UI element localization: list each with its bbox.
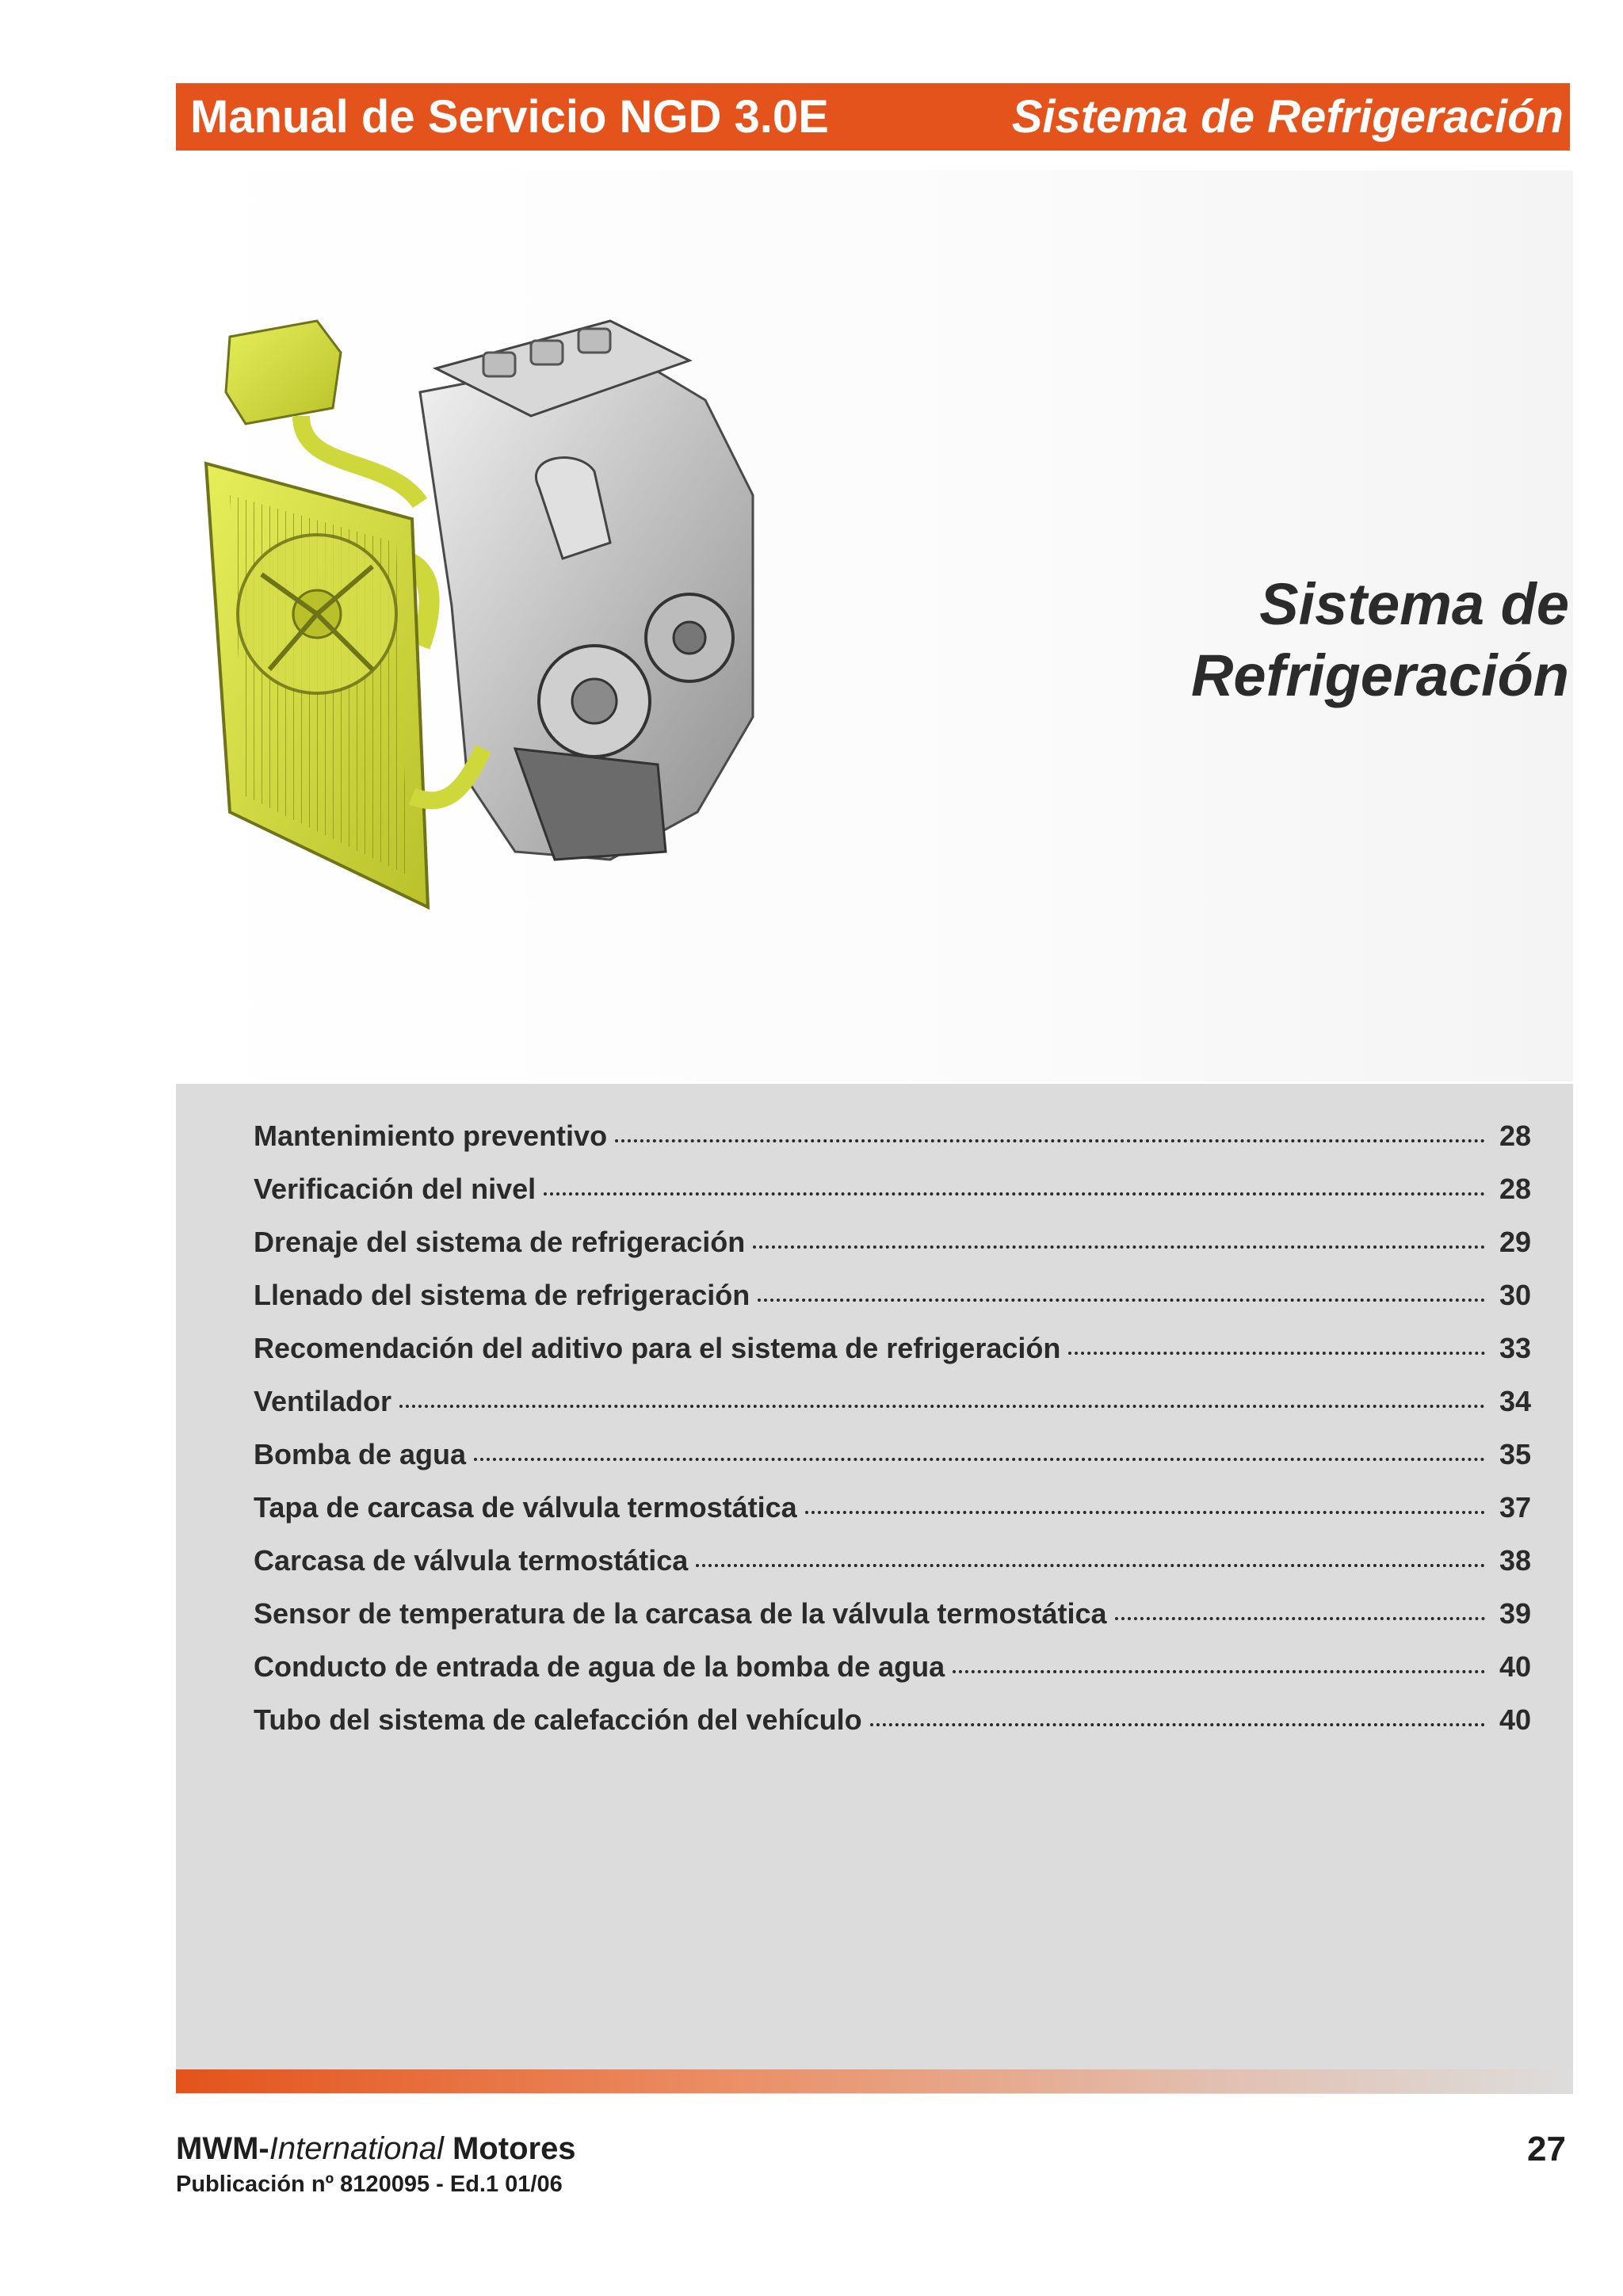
- toc-entry-label: Tubo del sistema de calefacción del vehículo: [254, 1703, 862, 1736]
- toc-entry-page: 40: [1499, 1650, 1531, 1683]
- brand-suffix: Motores: [443, 2131, 576, 2166]
- toc-entry-label: Conducto de entrada de agua de la bomba de agua: [254, 1650, 945, 1683]
- toc-entry-page: 35: [1499, 1438, 1531, 1470]
- toc-leader-dots: [753, 1245, 1485, 1249]
- toc-entry-page: 39: [1499, 1597, 1531, 1630]
- toc-entry-label: Bomba de agua: [254, 1438, 467, 1470]
- toc-entry-label: Drenaje del sistema de refrigeración: [254, 1226, 746, 1258]
- toc-leader-dots: [474, 1458, 1485, 1461]
- toc-list: [254, 1119, 1531, 1756]
- toc-entry[interactable]: [254, 1332, 1531, 1385]
- toc-entry-page: 34: [1499, 1385, 1531, 1417]
- toc-entry[interactable]: [254, 1385, 1531, 1438]
- toc-entry-label: Llenado del sistema de refrigeración: [254, 1279, 750, 1311]
- toc-leader-dots: [696, 1564, 1485, 1567]
- manual-title: Manual de Servicio NGD 3.0E: [190, 91, 829, 143]
- footer-gradient-bar: [176, 2069, 1573, 2093]
- toc-entry[interactable]: [254, 1544, 1531, 1597]
- toc-leader-dots: [870, 1723, 1485, 1726]
- page-number: 27: [1527, 2130, 1566, 2168]
- brand-italic: International: [269, 2131, 444, 2166]
- toc-entry-label: Mantenimiento preventivo: [254, 1119, 608, 1152]
- toc-entry-page: 38: [1499, 1544, 1531, 1577]
- toc-entry-label: Tapa de carcasa de válvula termostática: [254, 1491, 797, 1524]
- toc-entry[interactable]: [254, 1173, 1531, 1226]
- toc-entry[interactable]: [254, 1650, 1531, 1703]
- toc-entry-page: 40: [1499, 1703, 1531, 1736]
- toc-leader-dots: [1115, 1617, 1485, 1620]
- toc-leader-dots: [805, 1511, 1485, 1514]
- toc-leader-dots: [615, 1139, 1485, 1142]
- toc-leader-dots: [399, 1405, 1485, 1408]
- toc-entry[interactable]: [254, 1597, 1531, 1650]
- chapter-title-line1: Sistema de: [1259, 571, 1569, 637]
- toc-entry-label: Carcasa de válvula termostática: [254, 1544, 689, 1577]
- engine-illustration: [182, 305, 840, 963]
- toc-entry-page: 30: [1499, 1279, 1531, 1311]
- toc-entry-label: Verificación del nivel: [254, 1173, 537, 1205]
- chapter-title-line2: Refrigeración: [1190, 643, 1569, 708]
- toc-entry-page: 37: [1499, 1491, 1531, 1524]
- toc-entry[interactable]: [254, 1703, 1531, 1756]
- chapter-title: [1014, 569, 1569, 711]
- toc-leader-dots: [953, 1670, 1485, 1673]
- toc-entry[interactable]: [254, 1491, 1531, 1544]
- toc-entry[interactable]: [254, 1279, 1531, 1332]
- footer-brand: [176, 2131, 576, 2167]
- toc-entry-label: Ventilador: [254, 1385, 392, 1417]
- section-title: Sistema de Refrigeración: [1011, 91, 1564, 143]
- toc-entry[interactable]: [254, 1226, 1531, 1279]
- toc-entry[interactable]: [254, 1119, 1531, 1173]
- toc-entry-page: 33: [1499, 1332, 1531, 1364]
- toc-entry-page: 28: [1499, 1173, 1531, 1205]
- toc-leader-dots: [1068, 1352, 1485, 1355]
- toc-entry-page: 28: [1499, 1119, 1531, 1152]
- header-bar: [176, 83, 1570, 151]
- brand-prefix: MWM-: [176, 2131, 269, 2166]
- toc-leader-dots: [758, 1299, 1485, 1302]
- table-of-contents: [176, 1084, 1573, 2094]
- toc-leader-dots: [544, 1192, 1485, 1196]
- publication-number: Publicación nº 8120095 - Ed.1 01/06: [176, 2172, 563, 2197]
- toc-entry[interactable]: [254, 1438, 1531, 1491]
- toc-entry-label: Sensor de temperatura de la carcasa de la válvula termostática: [254, 1597, 1107, 1630]
- toc-entry-label: Recomendación del aditivo para el sistema de refrigeración: [254, 1332, 1061, 1364]
- toc-entry-page: 29: [1499, 1226, 1531, 1258]
